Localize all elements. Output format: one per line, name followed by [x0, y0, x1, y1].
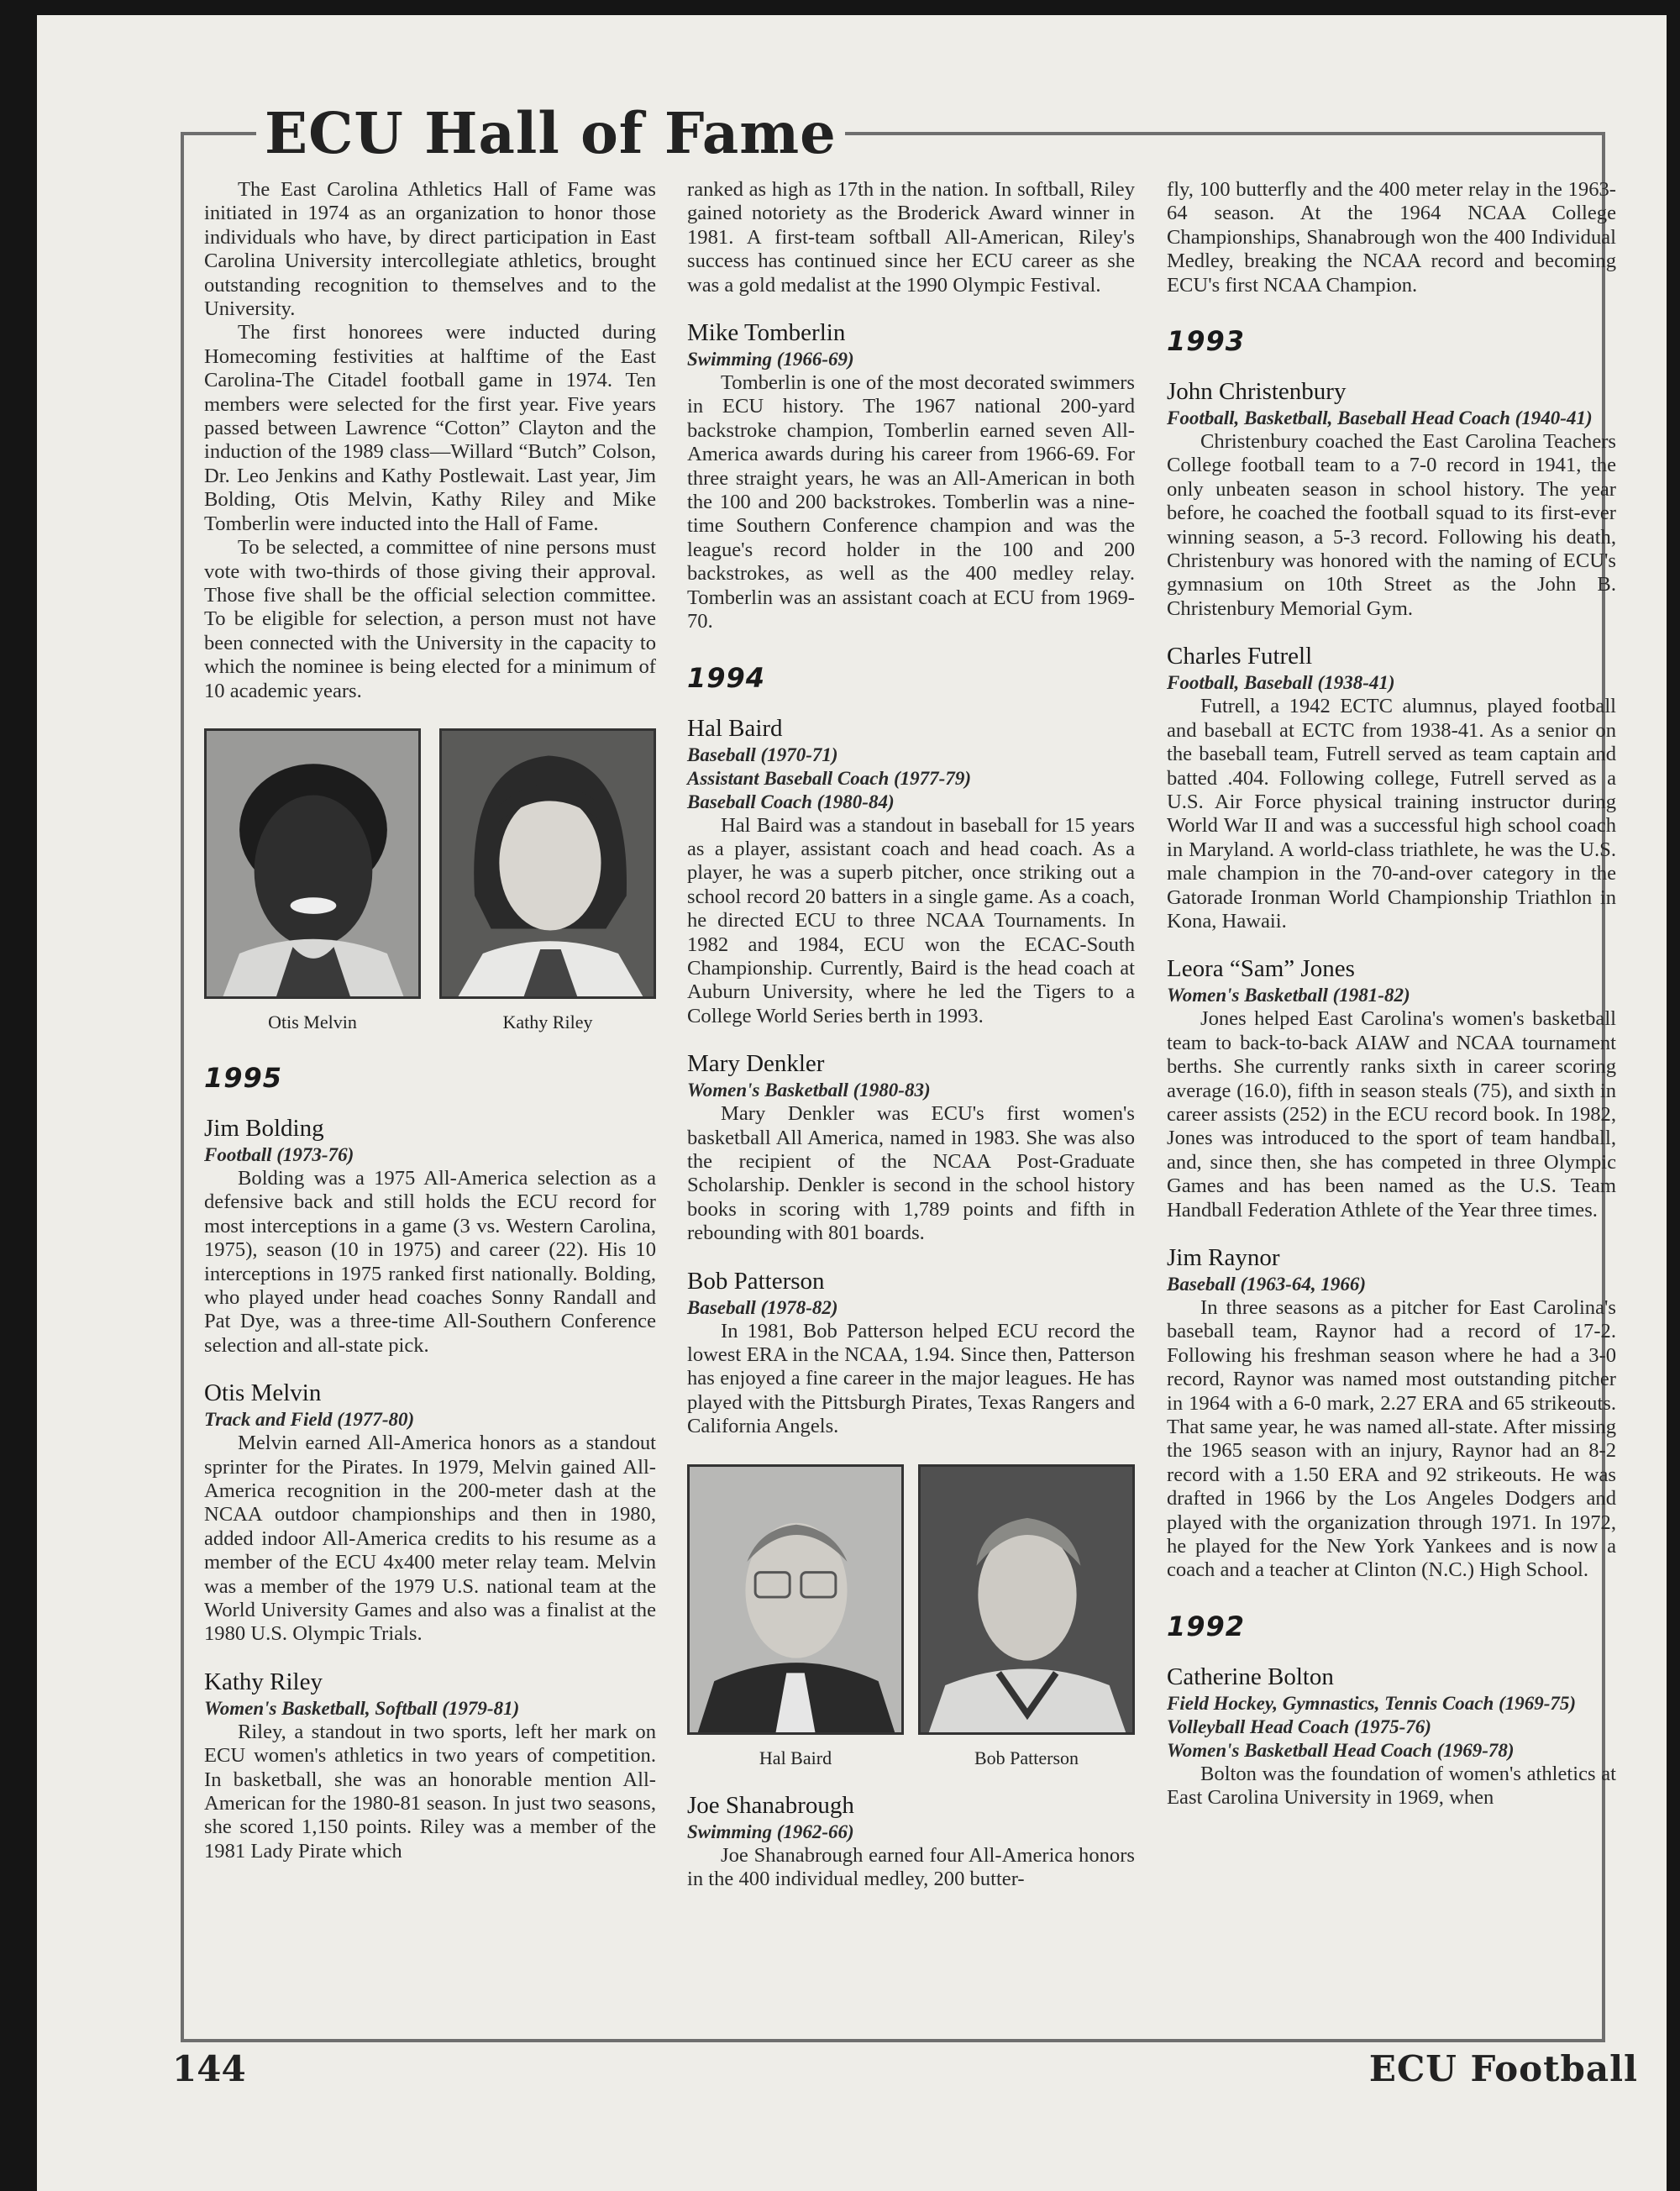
inductee-name: Leora “Sam” Jones	[1167, 955, 1355, 983]
inductee-bio: In 1981, Bob Patterson helped ECU record the lowest ERA in the NCAA, 1.94. Since then, Patterson has enjoyed a fine career in the major leagues. He has played with the Pittsburgh Pirates, Texas Rangers and California Angels.	[687, 1319, 1135, 1438]
intro-paragraph: The first honorees were inducted during Homecoming festivities at halftime of the East Carolina-The Citadel football game in 1974. Ten members were selected for the first year. Five years passed between Lawrence “Cotton” Clayton and the induction of the 1989 class—Willard “Butch” Colson, Dr. Leo Jenkins and Kathy Postlewait. Last year, Jim Bolding, Otis Melvin, Kathy Riley and Mike Tomberlin were inducted into the Hall of Fame.	[204, 321, 656, 535]
inductee-role: Women's Basketball Head Coach (1969-78)	[1167, 1739, 1515, 1761]
inductee-bio: Futrell, a 1942 ECTC alumnus, played football and baseball at ECTC from 1938-41. As a senior on the baseball team, Futrell served as team captain and batted .404. Following college, Futrell served as a U.S. Air Force physical training instructor during World War II and was a successful high school coach in Maryland. A world-class triathlete, he was the U.S. male champion in the 70-and-over category in the Gatorade Ironman World Championship Triathlon in Kona, Hawaii.	[1167, 695, 1616, 933]
portrait-photo	[204, 728, 421, 999]
inductee-role: Baseball (1978-82)	[687, 1296, 838, 1318]
intro-paragraph: The East Carolina Athletics Hall of Fame was initiated in 1974 as an organization to honor those individuals who have, by direct participation in East Carolina University intercollegiate athletics, brought outstanding recognition to themselves and to the University.	[204, 178, 656, 321]
inductee-bio: Mary Denkler was ECU's first women's basketball All America, named in 1983. She was also the recipient of the NCAA Post-Graduate Scholarship. Denkler is second in the school history books in scoring with 1,789 points and fifth in rebounding with 801 boards.	[687, 1102, 1135, 1245]
intro-paragraph: To be selected, a committee of nine persons must vote with two-thirds of those giving their approval. Those five shall be the official selection committee. To be eligible for selection, a person must not have been connected with the University in the capacity to which the nominee is being elected for a minimum of 10 academic years.	[204, 536, 656, 702]
year-heading: 1992	[1167, 1610, 1246, 1642]
photo-otis-melvin	[204, 728, 421, 1034]
inductee-role: Women's Basketball, Softball (1979-81)	[204, 1697, 520, 1719]
inductee-name: Mary Denkler	[687, 1050, 825, 1078]
inductee-bio-continued: ranked as high as 17th in the nation. In softball, Riley gained notoriety as the Broderick Award winner in 1981. A first-team softball All-American, Riley's success has continued since her ECU career as she was a gold medalist at the 1990 Olympic Festival.	[687, 178, 1135, 297]
photo-hal-baird	[687, 1464, 904, 1770]
inductee-role: Field Hockey, Gymnastics, Tennis Coach (1969-75)	[1167, 1692, 1577, 1714]
inductee-bio: In three seasons as a pitcher for East Carolina's baseball team, Raynor had a record of 17-2. Following his freshman season where he had a 3-0 record, Raynor was named most outstanding pitcher in 1964 with a 6-0 mark, 2.27 ERA and 65 strikeouts. That same year, he was named all-state. After missing the 1965 season with an injury, Raynor had an 8-2 record with a 1.50 ERA and 92 strikeouts. He was drafted in 1966 by the Los Angeles Dodgers and played with the organization through 1971. In 1972, he played for the New York Yankees and is now a coach and a teacher at Clinton (N.C.) High School.	[1167, 1296, 1616, 1582]
inductee-name: Otis Melvin	[204, 1379, 322, 1407]
photo-caption: Kathy Riley	[502, 1011, 593, 1032]
inductee-name: John Christenbury	[1167, 378, 1347, 406]
year-heading: 1995	[204, 1061, 283, 1094]
photo-row-top	[204, 728, 656, 1034]
column-1	[204, 178, 656, 1863]
column-3	[1167, 178, 1616, 1810]
portrait-photo	[687, 1464, 904, 1735]
inductee-role: Swimming (1962-66)	[687, 1821, 854, 1842]
inductee-role: Football, Basketball, Baseball Head Coach (1940-41)	[1167, 407, 1593, 429]
inductee-name: Mike Tomberlin	[687, 319, 846, 347]
inductee-bio: Tomberlin is one of the most decorated swimmers in ECU history. The 1967 national 200-yard backstroke champion, Tomberlin earned seven All-America awards during his career from 1966-69. For three straight years, he was an All-American in both the 100 and 200 backstrokes. Tomberlin was a nine-time Southern Conference champion and was the league's record holder in the 100 and 200 backstrokes, as well as the 400 medley relay. Tomberlin was an assistant coach at ECU from 1969-70.	[687, 371, 1135, 633]
inductee-bio: Melvin earned All-America honors as a standout sprinter for the Pirates. In 1979, Melvin gained All-America recognition in the 200-meter dash at the NCAA outdoor championships and then in 1980, added indoor All-America credits to his resume as a member of the ECU 4x400 meter relay team. Melvin was a member of the 1979 U.S. national team at the World University Games and also was a finalist at the 1980 U.S. Olympic Trials.	[204, 1432, 656, 1646]
inductee-bio: Jones helped East Carolina's women's basketball team to back-to-back AIAW and NCAA tournament berths. She currently ranks sixth in career scoring average (16.0), fifth in season steals (75), and sixth in career assists (252) in the ECU record book. In 1982, Jones was introduced to the sport of team handball, and, since then, she has competed in three Olympic Games and has been named as the U.S. Team Handball Federation Athlete of the Year three times.	[1167, 1007, 1616, 1222]
inductee-role: Assistant Baseball Coach (1977-79)	[687, 767, 972, 789]
inductee-bio: Hal Baird was a standout in baseball for 15 years as a player, assistant coach and head coach. As a player, he was a superb pitcher, once striking out a school record 20 batters in a single game. As a coach, he directed ECU to three NCAA Tournaments. In 1982 and 1984, ECU won the ECAC-South Championship. Currently, Baird is the head coach at Auburn University, where he led the Tigers to a College World Series berth in 1993.	[687, 813, 1135, 1027]
year-heading: 1994	[687, 661, 766, 694]
inductee-name: Jim Bolding	[204, 1114, 324, 1142]
inductee-bio: Christenbury coached the East Carolina Teachers College football team to a 7-0 record in 1941, the only unbeaten season in school history. The year before, he coached the football squad to its first-ever winning season, a 5-3 record. Following his death, Christenbury was honored with the naming of ECU's gymnasium on 10th Street as the John B. Christenbury Memorial Gym.	[1167, 430, 1616, 620]
inductee-bio: Joe Shanabrough earned four All-America honors in the 400 individual medley, 200 butter-	[687, 1843, 1135, 1891]
page-title: ECU Hall of Fame	[256, 96, 845, 171]
inductee-name: Kathy Riley	[204, 1668, 323, 1695]
photo-caption: Otis Melvin	[268, 1011, 357, 1032]
inductee-role: Baseball (1970-71)	[687, 743, 838, 765]
inductee-role: Baseball (1963-64, 1966)	[1167, 1274, 1367, 1295]
inductee-name: Bob Patterson	[687, 1267, 825, 1295]
photo-kathy-riley	[439, 728, 656, 1034]
photo-bob-patterson	[918, 1464, 1135, 1770]
inductee-bio: Bolton was the foundation of women's athletics at East Carolina University in 1969, when	[1167, 1762, 1616, 1810]
inductee-name: Joe Shanabrough	[687, 1791, 854, 1819]
photo-caption: Hal Baird	[759, 1747, 832, 1768]
publication-title: ECU Football	[1368, 2048, 1638, 2089]
portrait-photo	[918, 1464, 1135, 1735]
photo-row-mid	[687, 1464, 1135, 1770]
inductee-name: Jim Raynor	[1167, 1244, 1280, 1271]
inductee-bio: Riley, a standout in two sports, left her mark on ECU women's athletics in two years of competition. In basketball, she was an honorable mention All-American for the 1980-81 season. In just two seasons, she scored 1,150 points. Riley was a member of the 1981 Lady Pirate which	[204, 1720, 656, 1863]
inductee-role: Football, Baseball (1938-41)	[1167, 672, 1395, 694]
inductee-name: Catherine Bolton	[1167, 1663, 1334, 1690]
inductee-role: Baseball Coach (1980-84)	[687, 791, 895, 812]
column-2	[687, 178, 1135, 1891]
inductee-bio-continued: fly, 100 butterfly and the 400 meter relay in the 1963-64 season. At the 1964 NCAA College Championships, Shanabrough won the 400 Individual Medley, breaking the NCAA record and becoming ECU's first NCAA Champion.	[1167, 178, 1616, 297]
portrait-photo	[439, 728, 656, 999]
page-number: 144	[172, 2048, 246, 2089]
photo-caption: Bob Patterson	[974, 1747, 1079, 1768]
inductee-role: Track and Field (1977-80)	[204, 1409, 415, 1431]
inductee-role: Volleyball Head Coach (1975-76)	[1167, 1715, 1431, 1737]
inductee-role: Women's Basketball (1980-83)	[687, 1080, 931, 1101]
year-heading: 1993	[1167, 325, 1246, 358]
inductee-name: Charles Futrell	[1167, 643, 1313, 670]
inductee-name: Hal Baird	[687, 714, 783, 742]
inductee-role: Football (1973-76)	[204, 1143, 354, 1165]
inductee-bio: Bolding was a 1975 All-America selection as a defensive back and still holds the ECU record for most interceptions in a game (3 vs. Western Carolina, 1975), season (10 in 1975) and career (22). His 10 interceptions in 1975 ranked first nationally. Bolding, who played under head coaches Sonny Randall and Pat Dye, was a three-time All-Southern Conference selection and all-state pick.	[204, 1166, 656, 1357]
inductee-role: Women's Basketball (1981-82)	[1167, 985, 1410, 1006]
inductee-role: Swimming (1966-69)	[687, 349, 854, 370]
